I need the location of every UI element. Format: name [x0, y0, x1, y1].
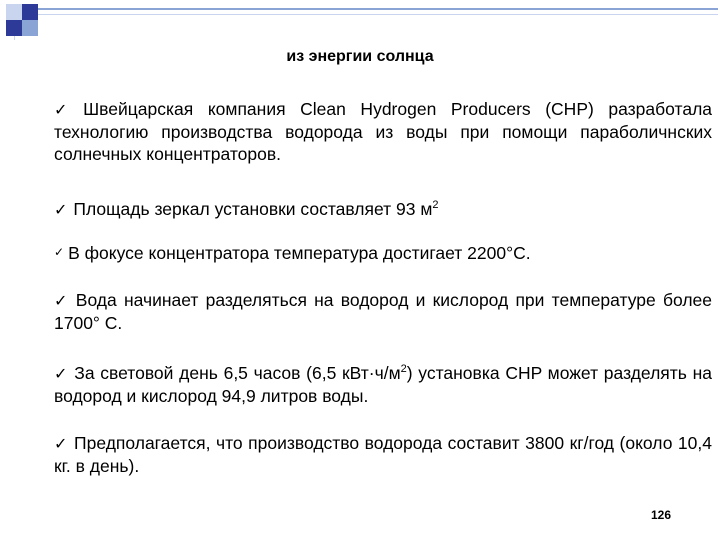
- checkmark-icon: ✓: [54, 100, 78, 119]
- bullet-mirror-area: ✓ Площадь зеркал установки составляет 93 $м^2$: [54, 199, 439, 219]
- bullet-daily-output: ✓ За световой день 6,5 часов (6,5 $кВт\cdot ч/м^2$) установка CHP может разделять на водород и кислород 94,9 литров воды.: [54, 363, 713, 406]
- slide-title: из энергии солнца: [286, 48, 434, 65]
- checkmark-icon: ✓: [54, 200, 68, 219]
- bullet-water-split: ✓ Вода начинает разделяться на водород и кислород при температуре более 1700° С.: [54, 290, 713, 333]
- checkmark-icon: ✓: [54, 291, 70, 310]
- corner-decoration: [0, 0, 720, 40]
- bullet-chp-company: ✓ Швейцарская компания Clean Hydrogen Producers (CHP) разработала технологию производства водорода из воды при помощи параболичнских солнечных концентраторов.: [54, 99, 713, 164]
- bullet-production-estimate: ✓ Предполагается, что производство водорода составит 3800 кг/год (около 10,4 кг. в день).: [54, 433, 712, 476]
- bullet-focus-temperature: ✓ В фокусе концентратора температура достигает 2200°С.: [54, 243, 531, 263]
- checkmark-icon: ✓: [54, 245, 65, 259]
- checkmark-icon: ✓: [54, 434, 69, 453]
- checkmark-icon: ✓: [54, 364, 69, 383]
- page-number: 126: [651, 508, 672, 522]
